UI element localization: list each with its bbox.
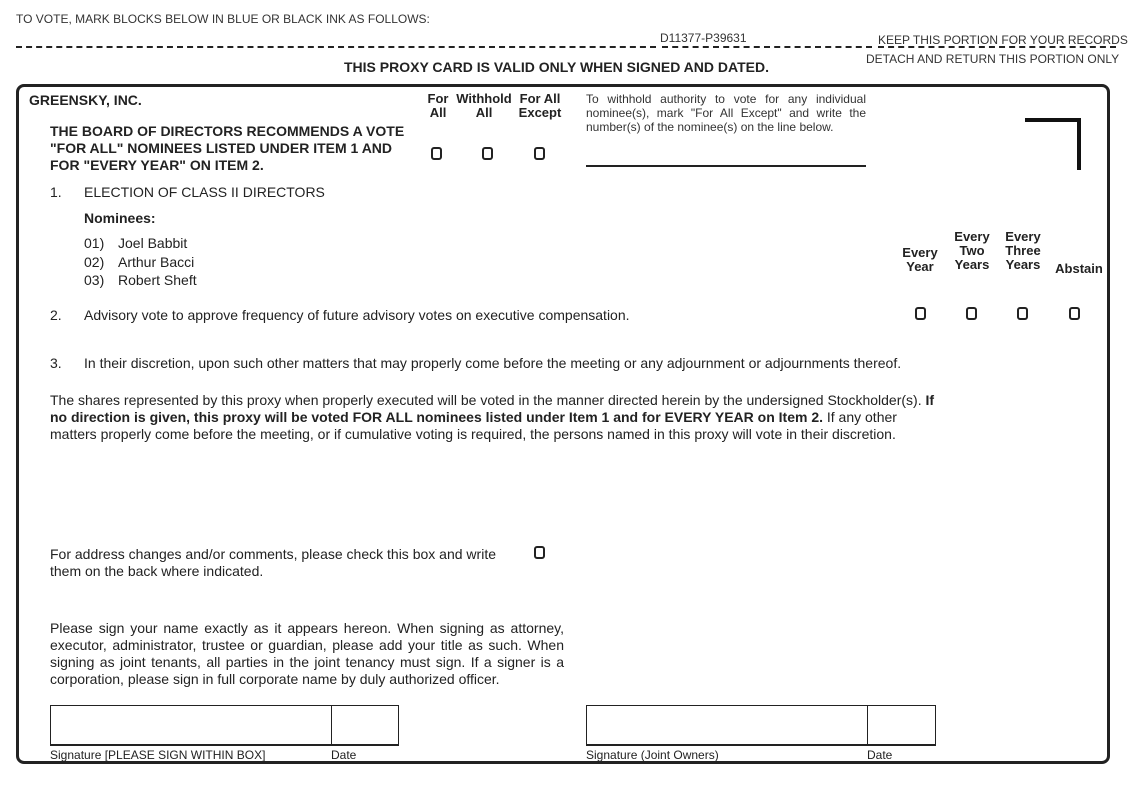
nominee-name: Joel Babbit [118, 235, 188, 251]
item3-number: 3. [50, 355, 62, 371]
item2-text: Advisory vote to approve frequency of future advisory votes on executive compensation. [84, 307, 630, 323]
vote-instructions: TO VOTE, MARK BLOCKS BELOW IN BLUE OR BLACK INK AS FOLLOWS: [16, 12, 430, 26]
nominee-name: Robert Sheft [118, 272, 197, 288]
col-every-three-years: Every Three Years [1005, 229, 1041, 272]
joint-date-label: Date [867, 748, 893, 762]
item3-text: In their discretion, upon such other matters that may properly come before the meeting or any adjournment or adjournments thereof. [84, 355, 902, 371]
every-two-years-checkbox[interactable] [966, 307, 977, 320]
abstain-checkbox[interactable] [1069, 307, 1080, 320]
joint-signature-label: Signature (Joint Owners) [586, 748, 719, 762]
nominee-number: 01) [84, 235, 105, 251]
detach-line-mid [662, 46, 872, 48]
signing-instructions: Please sign your name exactly as it appears hereon. When signing as attorney, executor, administrator, trustee or guardian, please add your title as such. When signing as joint tenants, all parties in the joint tenancy must sign. If a signer is a corporation, please sign in full corporate name by duly authorized officer. [50, 620, 564, 687]
every-year-checkbox[interactable] [915, 307, 926, 320]
shares-text: The shares represented by this proxy when properly executed will be voted in the manner directed herein by the undersigned Stockholder(s). [50, 392, 922, 408]
col-abstain: Abstain [1055, 261, 1103, 276]
nominee-number: 03) [84, 272, 105, 288]
date-box[interactable] [331, 705, 399, 746]
registration-mark [1025, 118, 1081, 170]
company-name: GREENSKY, INC. [29, 92, 142, 108]
withhold-all-checkbox[interactable] [482, 147, 493, 160]
nominee-number: 02) [84, 254, 105, 270]
nominee-name: Arthur Bacci [118, 254, 195, 270]
control-code: D11377-P39631 [660, 31, 747, 45]
shares-paragraph [50, 392, 945, 443]
date-label: Date [331, 748, 357, 762]
signature-box[interactable] [50, 705, 332, 746]
detach-line-right [878, 46, 1116, 48]
joint-signature-box[interactable] [586, 705, 868, 746]
address-change-checkbox[interactable] [534, 546, 545, 559]
item1-number: 1. [50, 184, 62, 200]
board-recommendation: THE BOARD OF DIRECTORS RECOMMENDS A VOTE "FOR ALL" NOMINEES LISTED UNDER ITEM 1 AND FOR "EVERY YEAR" ON ITEM 2. [50, 123, 405, 173]
keep-portion-label: KEEP THIS PORTION FOR YOUR RECORDS [878, 33, 1128, 47]
for-all-checkbox[interactable] [431, 147, 442, 160]
joint-date-box[interactable] [867, 705, 936, 746]
col-withhold-all: Withhold All [456, 91, 512, 120]
address-change-note: For address changes and/or comments, please check this box and write them on the back where indicated. [50, 546, 496, 579]
validity-notice: THIS PROXY CARD IS VALID ONLY WHEN SIGNED AND DATED. [344, 59, 769, 75]
shares-default-direction: If no direction is given, this proxy will be voted FOR ALL nominees listed under Item 1 and for EVERY YEAR on Item 2. [50, 392, 935, 425]
detach-portion-label: DETACH AND RETURN THIS PORTION ONLY [866, 52, 1120, 66]
item1-title: ELECTION OF CLASS II DIRECTORS [84, 184, 325, 200]
nominees-label: Nominees: [84, 210, 156, 226]
signature-label: Signature [PLEASE SIGN WITHIN BOX] [50, 748, 266, 762]
every-three-years-checkbox[interactable] [1017, 307, 1028, 320]
for-all-except-checkbox[interactable] [534, 147, 545, 160]
detach-line-left [16, 46, 656, 48]
col-every-two-years: Every Two Years [954, 229, 990, 272]
nominee-number-line[interactable] [586, 165, 866, 167]
col-for-all: For All [427, 91, 449, 120]
item2-number: 2. [50, 307, 62, 323]
col-every-year: Every Year [902, 245, 938, 274]
col-for-all-except: For All Except [518, 91, 562, 120]
shares-text-continued: If any other matters properly come before the meeting, or if cumulative voting is required, the persons named in this proxy will vote in their discretion. [50, 409, 897, 442]
withhold-note: To withhold authority to vote for any individual nominee(s), mark "For All Except" and write the number(s) of the nominee(s) on the line below. [586, 92, 866, 134]
